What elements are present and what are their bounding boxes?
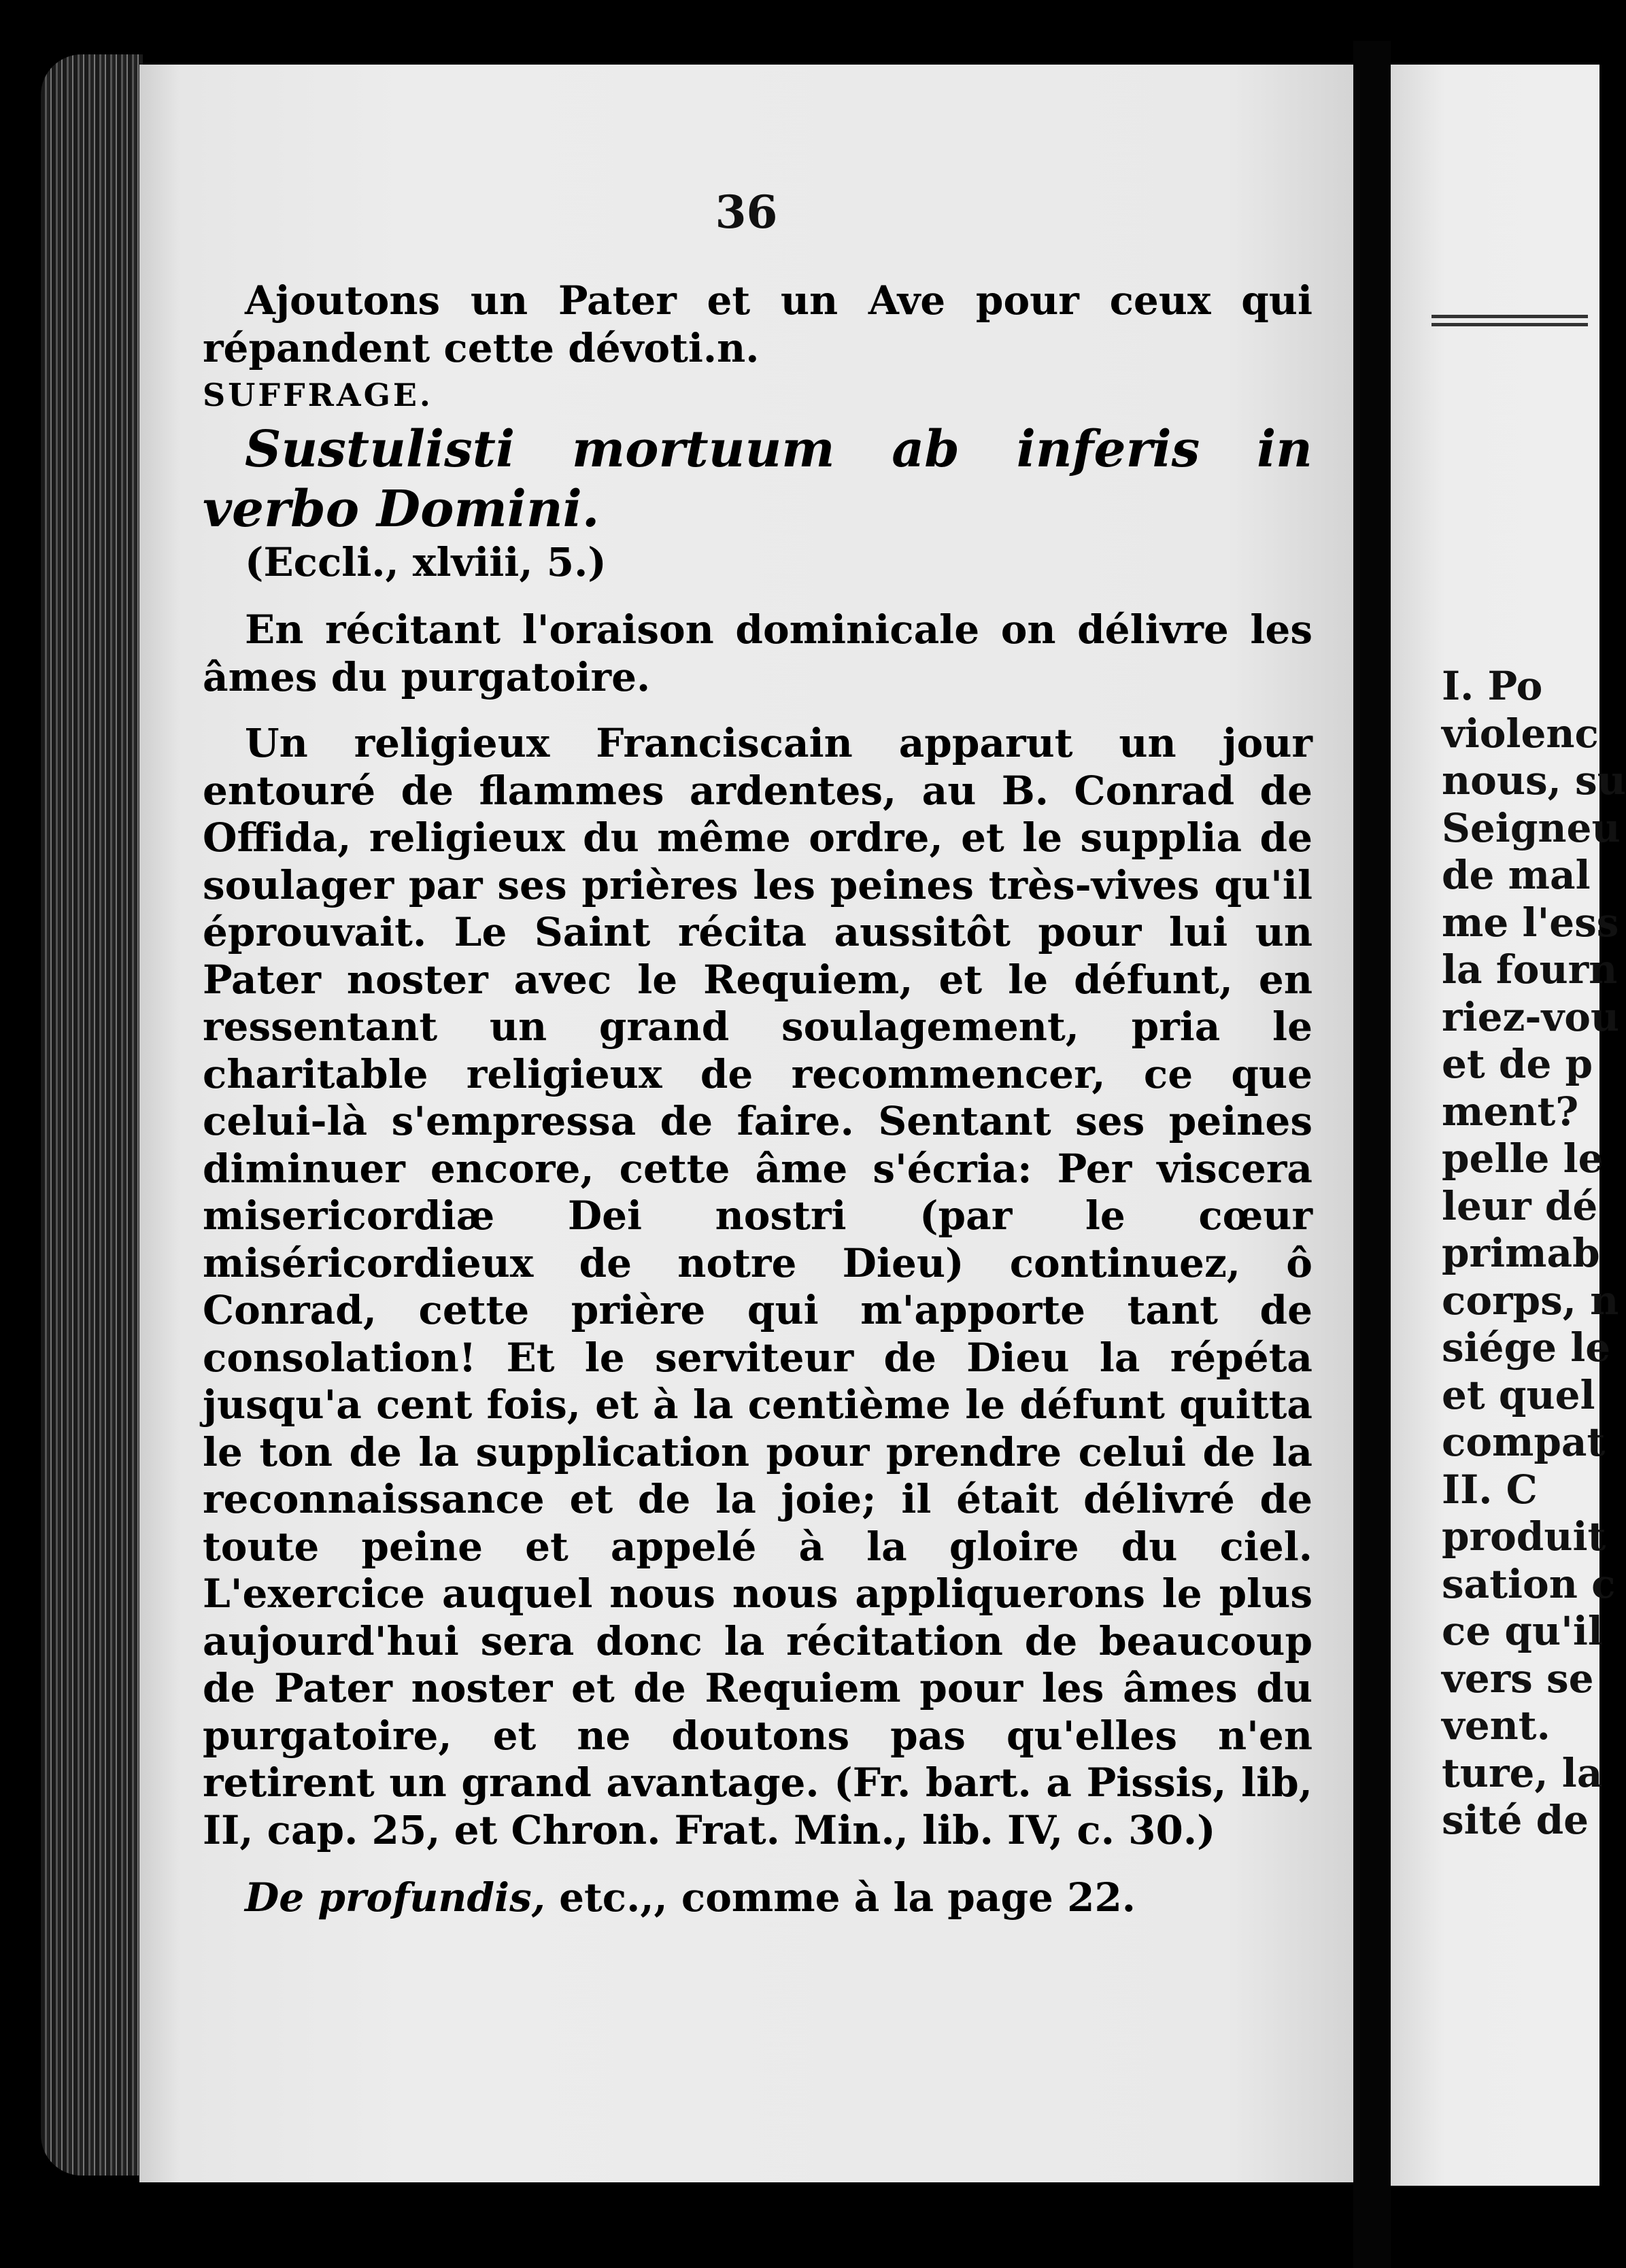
facing-page-rule [1432, 315, 1588, 318]
section-heading: SUFFRAGE. [203, 377, 433, 413]
page-text [203, 277, 1312, 1922]
closing-italic: De profundis, [245, 1874, 545, 1921]
page-number: 36 [715, 186, 778, 239]
scripture-reference: (Eccli., xlviii, 5.) [245, 538, 607, 585]
closing-rest: etc.,, comme à la page 22. [545, 1874, 1136, 1921]
facing-page-line: ment? [1442, 1088, 1579, 1135]
facing-page-line: produit [1442, 1513, 1606, 1560]
facing-page-line: II. C [1442, 1466, 1538, 1513]
facing-page-line: ture, la [1442, 1749, 1603, 1796]
paragraph-2: Un religieux Franciscain apparut un jour entouré de flammes ardentes, au B. Conrad de Offida, religieux du même ordre, et le supplia de soulager par ses prières les peines très-vives qu'il éprouvait. Le Saint récita aussitôt pour lui un Pater noster avec le Requiem, et le défunt, en ressentant un grand soulagement, pria le charitable religieux de recommencer, ce que celui-là s'empressa de faire. Sentant ses peines diminuer encore, cette âme s'écria: Per viscera misericordiæ Dei nostri (par le cœur miséricordieux de notre Dieu) continuez, ô Conrad, cette prière qui m'apporte tant de consolation! Et le serviteur de Dieu la répéta jusqu'a cent fois, et à la centième le défunt quitta le ton de la supplication pour prendre celui de la reconnaissance et de la joie; il était délivré de toute peine et appelé à la gloire du ciel. L'exercice auquel nous nous appliquerons le plus aujourd'hui sera donc la récitation de beaucoup de Pater noster et de Requiem pour les âmes du purgatoire, et ne doutons pas qu'elles n'en retirent un grand avantage. (Fr. bart. a Pissis, lib, II, cap. 25, et Chron. Frat. Min., lib. IV, c. 30.) [203, 720, 1312, 1853]
facing-page-line: violenc [1442, 710, 1599, 757]
facing-page-line: la fourn [1442, 946, 1618, 993]
facing-page-lines [1442, 663, 1626, 1844]
facing-page-line: et de p [1442, 1041, 1593, 1087]
intro-paragraph: Ajoutons un Pater et un Ave pour ceux qui répandent cette dévoti.n. [203, 277, 1312, 371]
facing-page-line: Seigneu [1442, 804, 1621, 851]
paragraph-1: En récitant l'oraison dominicale on délivre les âmes du purgatoire. [203, 606, 1312, 700]
facing-page-line: riez-vou [1442, 993, 1620, 1040]
latin-quote: Sustulisti mortuum ab inferis in verbo Domini. [203, 419, 1312, 538]
facing-page-line: vers se [1442, 1655, 1594, 1702]
facing-page-line: leur dé [1442, 1182, 1598, 1229]
facing-page-line: corps, n [1442, 1277, 1619, 1324]
facing-page-rule [1432, 323, 1588, 326]
facing-page [1391, 65, 1626, 2186]
facing-page-line: sité de [1442, 1797, 1589, 1843]
facing-page-line: compat [1442, 1419, 1606, 1465]
facing-page-line: primab [1442, 1230, 1600, 1276]
facing-page-line: siége le [1442, 1324, 1611, 1371]
facing-page-line: nous, su [1442, 757, 1626, 804]
book-page-edges [41, 54, 143, 2176]
facing-page-line: sation c [1442, 1560, 1616, 1607]
book-gutter [1353, 41, 1391, 2268]
facing-page-line: pelle le [1442, 1135, 1604, 1182]
facing-page-line: I. Po [1442, 663, 1543, 709]
facing-page-line: vent. [1442, 1702, 1551, 1749]
facing-page-line: de mal [1442, 852, 1591, 898]
facing-page-line: me l'ess [1442, 899, 1619, 946]
closing-line [203, 1874, 1312, 1922]
facing-page-line: et quel [1442, 1371, 1595, 1418]
facing-page-line: ce qu'il [1442, 1608, 1603, 1654]
